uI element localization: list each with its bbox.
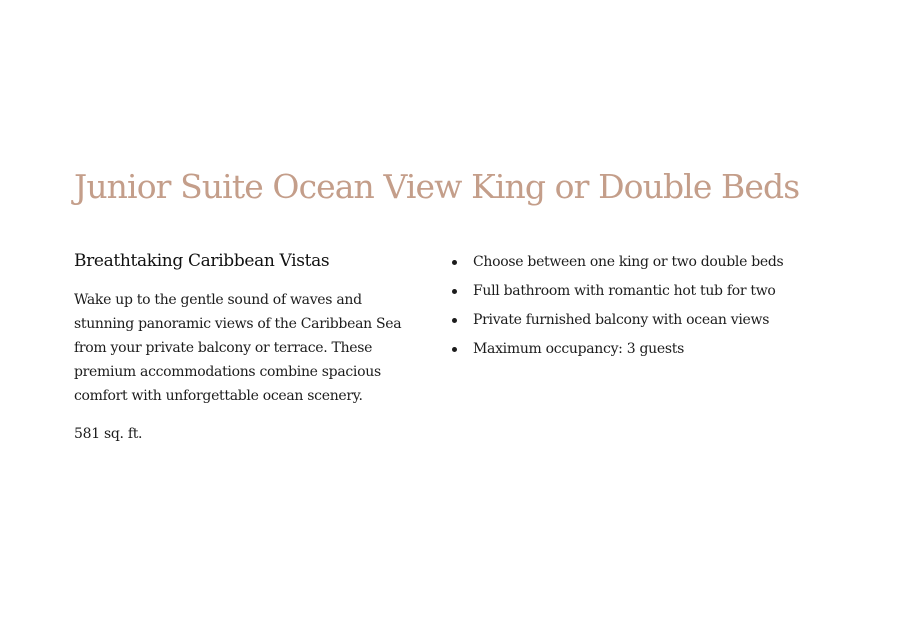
room-size: 581 sq. ft. — [74, 426, 143, 442]
bullet-icon — [452, 289, 457, 294]
feature-text: Private furnished balcony with ocean views — [473, 312, 770, 328]
bullet-icon — [452, 347, 457, 352]
room-overview — [74, 247, 404, 446]
feature-item — [452, 335, 783, 364]
feature-item — [452, 277, 783, 306]
feature-text: Full bathroom with romantic hot tub for two — [473, 283, 776, 299]
bullet-icon — [452, 318, 457, 323]
room-description: Wake up to the gentle sound of waves and stunning panoramic views of the Caribbean Sea from your private balcony or terrace. These premium accommodations combine spacious comfort with unforgettable ocean scenery. — [74, 292, 402, 404]
feature-text: Maximum occupancy: 3 guests — [473, 341, 684, 357]
bullet-icon — [452, 260, 457, 265]
feature-text: Choose between one king or two double beds — [473, 254, 784, 270]
feature-item — [452, 306, 783, 335]
feature-item — [452, 248, 783, 277]
section-heading: Breathtaking Caribbean Vistas — [74, 251, 330, 271]
page-title: Junior Suite Ocean View King or Double Beds — [74, 167, 800, 206]
feature-list — [452, 248, 783, 364]
